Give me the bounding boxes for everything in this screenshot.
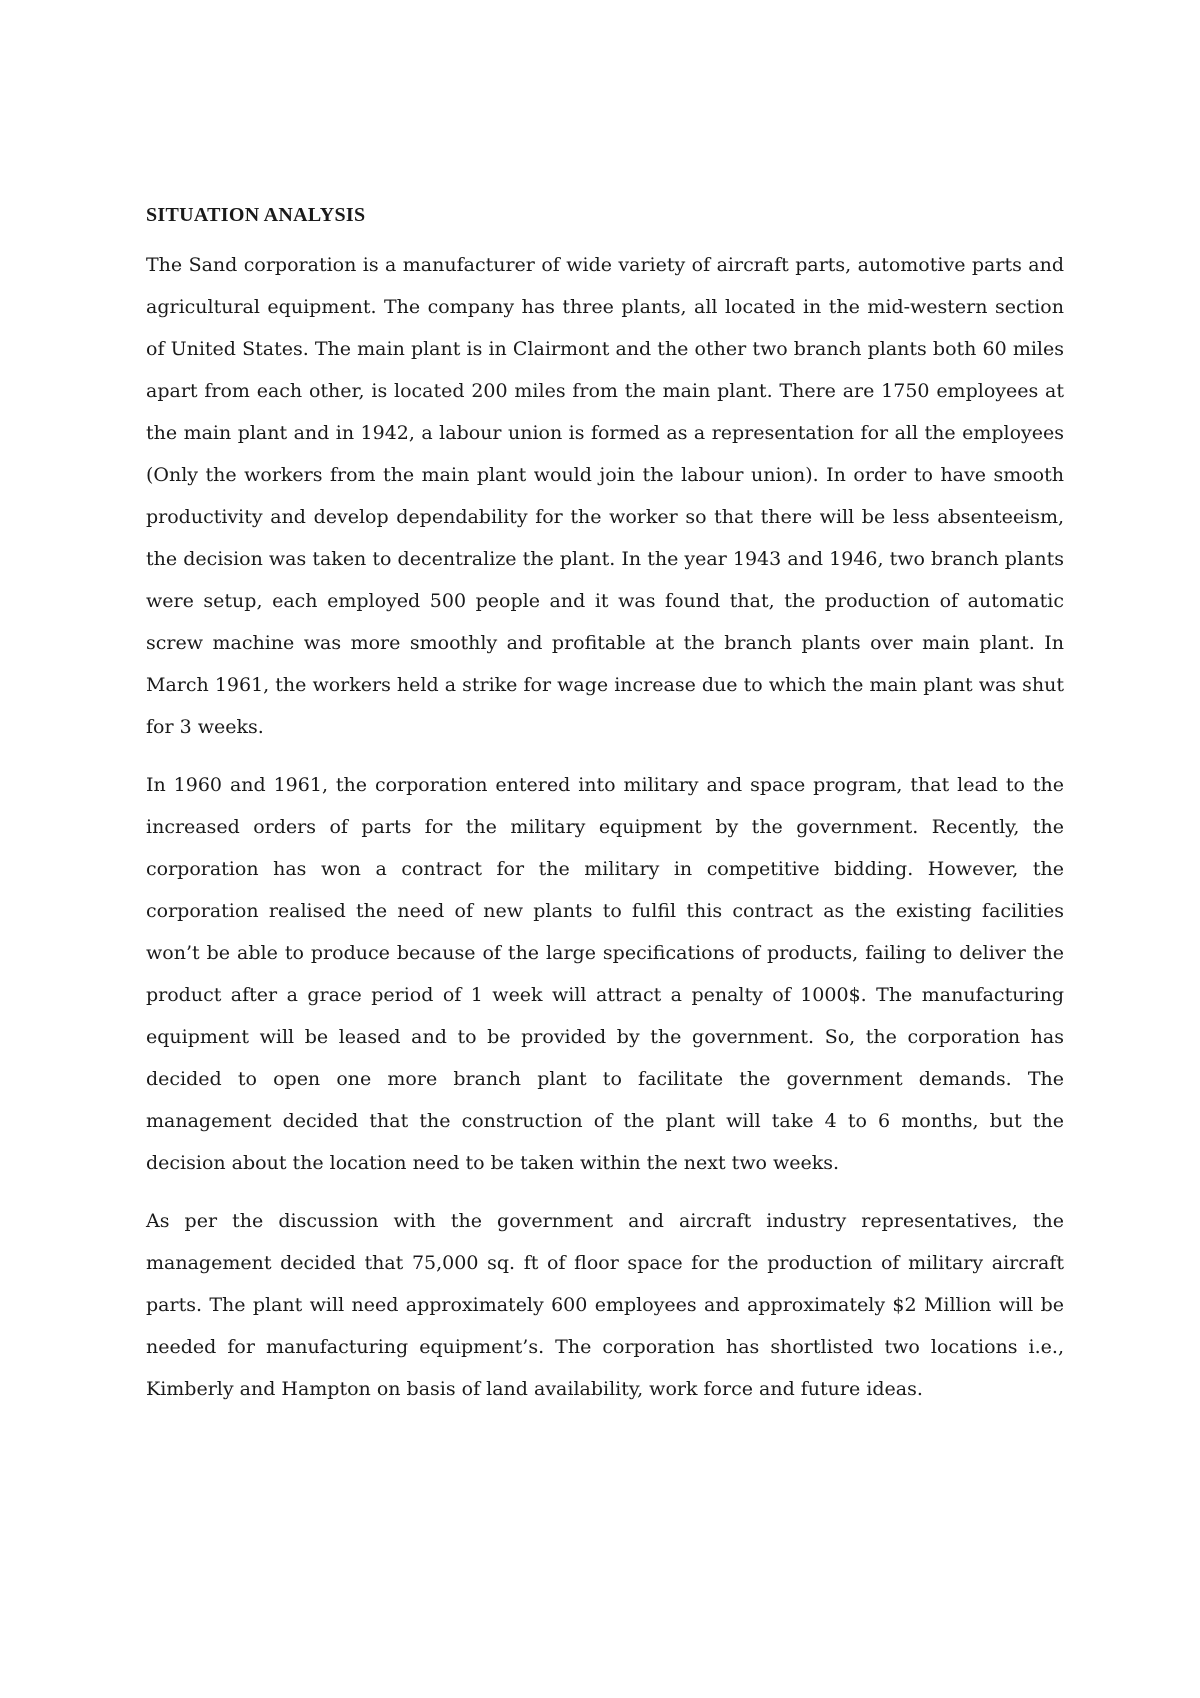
- document-body: [146, 200, 1064, 1426]
- section-heading: SITUATION ANALYSIS: [146, 204, 366, 226]
- paragraph-plant-requirements: As per the discussion with the government and aircraft industry representatives, the management decided that 75,000 sq. ft of floor space for the production of military aircraft parts. The plant will need approximately 600 employees and approximately $2 Million will be needed for manufacturing equipment’s. The corporation has shortlisted two locations i.e., Kimberly and Hampton on basis of land availability, work force and future ideas.: [146, 1210, 1064, 1400]
- paragraph-military-contract: In 1960 and 1961, the corporation entered into military and space program, that lead to the increased orders of parts for the military equipment by the government. Recently, the corporation has won a contract for the military in competitive bidding. However, the corporation realised the need of new plants to fulfil this contract as the existing facilities won’t be able to produce because of the large specifications of products, failing to deliver the product after a grace period of 1 week will attract a penalty of 1000$. The manufacturing equipment will be leased and to be provided by the government. So, the corporation has decided to open one more branch plant to facilitate the government demands. The management decided that the construction of the plant will take 4 to 6 months, but the decision about the location need to be taken within the next two weeks.: [146, 774, 1064, 1174]
- paragraph-company-background: The Sand corporation is a manufacturer of wide variety of aircraft parts, automotive parts and agricultural equipment. The company has three plants, all located in the mid-western section of United States. The main plant is in Clairmont and the other two branch plants both 60 miles apart from each other, is located 200 miles from the main plant. There are 1750 employees at the main plant and in 1942, a labour union is formed as a representation for all the employees (Only the workers from the main plant would join the labour union). In order to have smooth productivity and develop dependability for the worker so that there will be less absenteeism, the decision was taken to decentralize the plant. In the year 1943 and 1946, two branch plants were setup, each employed 500 people and it was found that, the production of automatic screw machine was more smoothly and profitable at the branch plants over main plant. In March 1961, the workers held a strike for wage increase due to which the main plant was shut for 3 weeks.: [146, 254, 1064, 738]
